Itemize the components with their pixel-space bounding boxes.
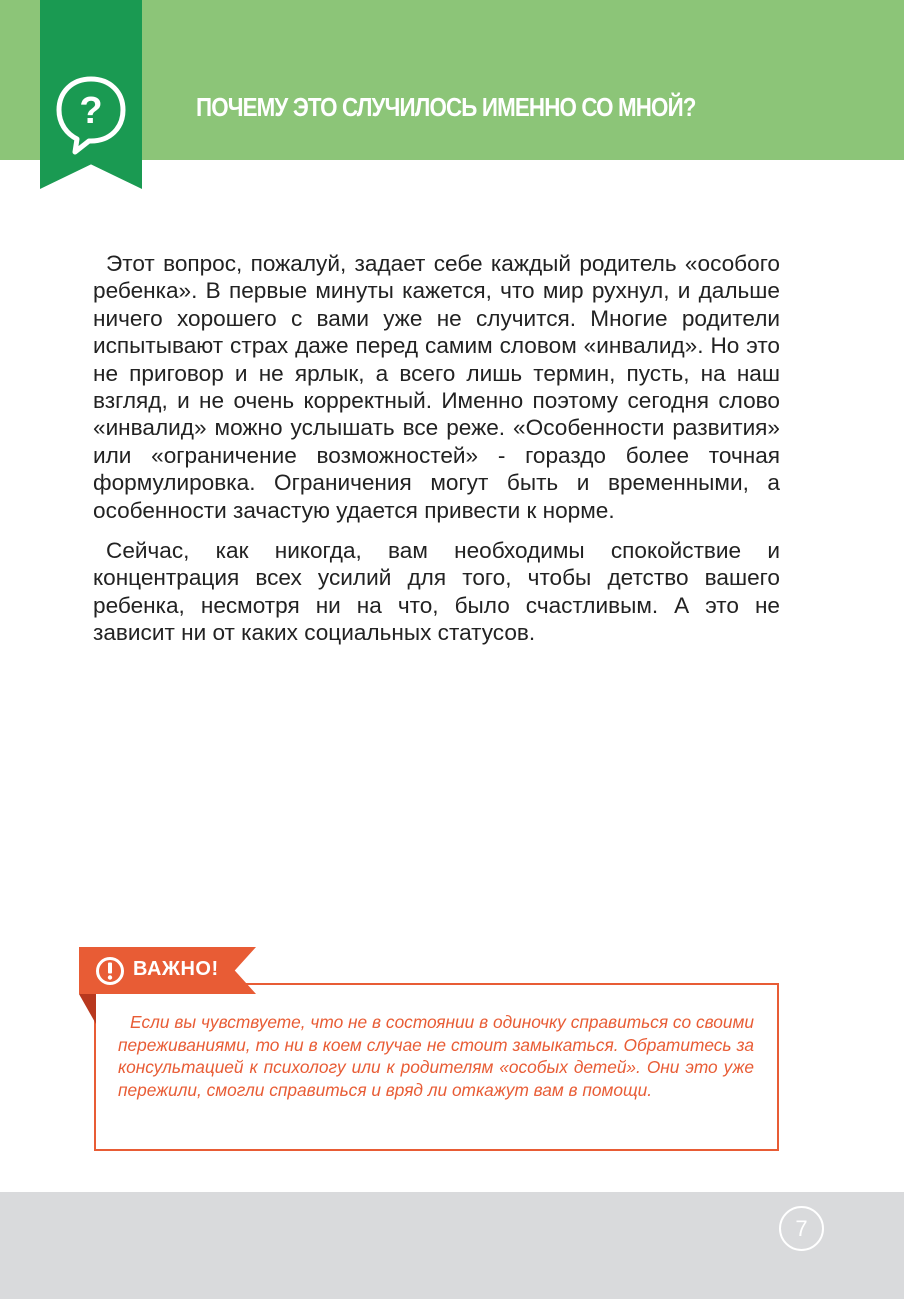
- svg-text:?: ?: [79, 90, 103, 132]
- footer-band: [0, 1192, 904, 1299]
- main-text: [93, 250, 780, 660]
- important-text: Если вы чувствуете, что не в состоянии в одиночку справиться со своими переживаниями, то ни в коем случае не стоит замыкаться. Обратитесь за консультацией к психологу или к родителям «особых детей». Они это уже пережили, смогли справиться и вряд ли откажут вам в помощи.: [118, 1012, 754, 1100]
- paragraph-calm: Сейчас, как никогда, вам необходимы спокойствие и концентрация всех усилий для того, чтобы детство вашего ребенка, несмотря ни на что, было счастливым. А это не зависит ни от каких социальных статусов.: [93, 538, 780, 646]
- exclamation-circle-icon: [95, 956, 125, 986]
- page-title: ПОЧЕМУ ЭТО СЛУЧИЛОСЬ ИМЕННО СО МНОЙ?: [196, 92, 696, 122]
- paragraph-intro: Этот вопрос, пожалуй, задает себе каждый родитель «особого ребенка». В первые минуты кажется, что мир рухнул, и дальше ничего хорошего с вами уже не случится. Многие родители испытывают страх даже перед самим словом «инвалид». Но это не приговор и не ярлык, а всего лишь термин, пусть, на наш взгляд, и не очень корректный. Именно поэтому сегодня слово «инвалид» можно услышать все реже. «Особенности развития» или «ограничение возможностей» - гораздо более точная формулировка. Ограничения могут быть и временными, а особенности зачастую удается привести к норме.: [93, 251, 780, 523]
- important-label: ВАЖНО!: [133, 958, 219, 980]
- page-number: 7: [779, 1206, 824, 1251]
- question-speech-bubble-icon: [55, 75, 127, 155]
